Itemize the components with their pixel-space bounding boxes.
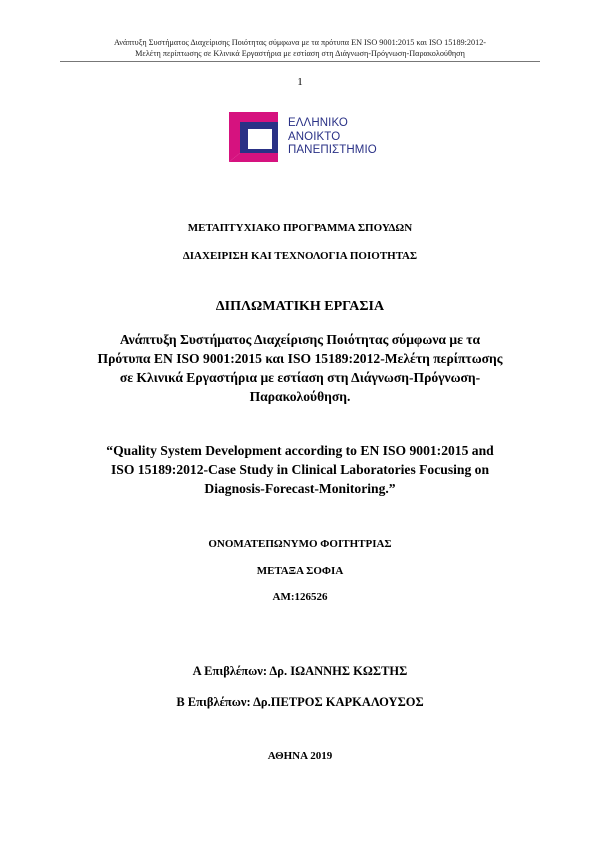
running-header-line-1: Ανάπτυξη Συστήματος Διαχείρισης Ποιότητας σύμφωνα με τα πρότυπα EN ISO 9001:2015 και ISO 15189:2012- [113,38,487,47]
document-type: ΔΙΠΛΩΜΑΤΙΚΗ ΕΡΓΑΣΙΑ [215,299,385,314]
thesis-title-greek: Ανάπτυξη Συστήματος Διαχείρισης Ποιότητας σύμφωνα με τα Πρότυπα EN ISO 9001:2015 και ISO 15189:2012-Μελέτη περίπτωσης σε Κλινικά Εργαστήρια με εστίαση στη Διάγνωση-Πρόγνωση-Παρακολούθηση. [97,332,503,404]
first-supervisor: Α Επιβλέπων: Δρ. ΙΩΑΝΝΗΣ ΚΩΣΤΗΣ [192,664,408,678]
logo-line-3: ΠΑΝΕΠΙΣΤΗΜΙΟ [288,144,377,156]
thesis-title-english: “Quality System Development according to EN ISO 9001:2015 and ISO 15189:2012-Case Study in Clinical Laboratories Focusing on Diagnosis-Forecast-Monitoring.” [106,443,494,496]
page-number: 1 [297,76,303,88]
logo-mark-icon [226,109,284,165]
student-name: ΜΕΤΑΞΑ ΣΟΦΙΑ [256,565,344,577]
logo-line-2: ΑΝΟΙΚΤΟ [288,130,341,143]
department-name: ΔΙΑΧΕΙΡΙΣΗ ΚΑΙ ΤΕΧΝΟΛΟΓΙΑ ΠΟΙΟΤΗΤΑΣ [182,250,418,262]
logo-wordmark [288,117,377,158]
program-name: ΜΕΤΑΠΤΥΧΙΑΚΟ ΠΡΟΓΡΑΜΜΑ ΣΠΟΥΔΩΝ [187,222,413,234]
header-divider [60,61,540,62]
second-supervisor: Β Επιβλέπων: Δρ.ΠΕΤΡΟΣ ΚΑΡΚΑΛΟΥΣΟΣ [176,695,424,709]
place-and-year: ΑΘΗΝΑ 2019 [267,750,333,762]
student-label: ΟΝΟΜΑΤΕΠΩΝΥΜΟ ΦΟΙΤΗΤΡΙΑΣ [208,538,392,550]
running-header-line-2: Μελέτη περίπτωσης σε Κλινικά Εργαστήρια με εστίαση στη Διάγνωση-Πρόγνωση-Παρακολούθηση [135,49,465,58]
running-header [60,37,540,59]
university-logo [226,109,386,165]
student-registration: ΑΜ:126526 [272,591,328,603]
logo-line-1: ΕΛΛΗΝΙΚΟ [288,117,348,129]
